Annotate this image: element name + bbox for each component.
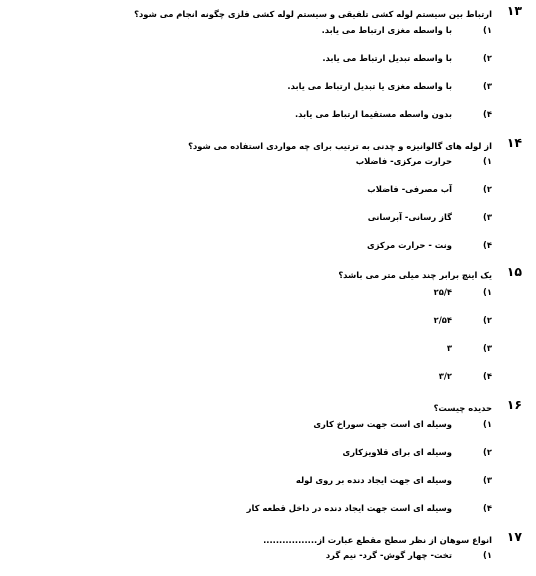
option-text: ۳	[446, 343, 452, 353]
option-number: ۴)	[483, 109, 492, 119]
option-number: ۱)	[483, 287, 492, 297]
option-text: حرارت مرکزی- فاضلاب	[355, 156, 452, 166]
question-number: ۱۷	[506, 529, 522, 544]
option-text: بدون واسطه مستقیما ارتباط می یابد.	[294, 109, 452, 119]
option-number: ۱)	[483, 156, 492, 166]
question-number: ۱۶	[506, 397, 522, 412]
option-text: ۳/۲	[438, 371, 452, 381]
question-text: از لوله های گالوانیزه و چدنی به ترتیب برای چه مواردی استفاده می شود؟	[188, 141, 492, 151]
option-number: ۴)	[483, 240, 492, 250]
question-number: ۱۴	[506, 135, 522, 150]
question-number: ۱۵	[506, 264, 522, 279]
question-number: ۱۳	[506, 3, 522, 18]
option-text: وسیله ای است جهت سوراخ کاری	[313, 419, 452, 429]
option-text: تخت- چهار گوش- گرد- نیم گرد	[325, 550, 452, 560]
option-text: وسیله ای جهت ایجاد دنده بر روی لوله	[295, 475, 452, 485]
option-number: ۴)	[483, 503, 492, 513]
question-text: انواع سوهان از نظر سطح مقطع عبارت از.................	[263, 535, 492, 545]
option-number: ۲)	[483, 447, 492, 457]
option-number: ۱)	[483, 550, 492, 560]
option-text: ۲/۵۴	[433, 315, 452, 325]
option-text: با واسطه مغزی یا تبدیل ارتباط می یابد.	[287, 81, 452, 91]
option-text: وسیله ای برای قلاویزکاری	[342, 447, 452, 457]
option-number: ۲)	[483, 184, 492, 194]
option-text: ۲۵/۴	[433, 287, 452, 297]
option-text: آب مصرفی- فاضلاب	[367, 184, 452, 194]
option-number: ۳)	[483, 81, 492, 91]
option-text: گاز رسانی- آبرسانی	[367, 212, 452, 222]
option-number: ۴)	[483, 371, 492, 381]
option-number: ۱)	[483, 419, 492, 429]
option-text: با واسطه تبدیل ارتباط می یابد.	[322, 53, 452, 63]
question-text: حدیده چیست؟	[433, 403, 492, 413]
option-number: ۲)	[483, 53, 492, 63]
question-text: یک اینچ برابر چند میلی متر می باشد؟	[338, 270, 492, 280]
option-number: ۲)	[483, 315, 492, 325]
question-text: ارتباط بین سیستم لوله کشی تلفیقی و سیستم لوله کشی فلزی چگونه انجام می شود؟	[134, 9, 492, 19]
option-number: ۱)	[483, 25, 492, 35]
option-number: ۳)	[483, 212, 492, 222]
option-number: ۳)	[483, 343, 492, 353]
option-text: ونت - حرارت مرکزی	[367, 240, 452, 250]
option-text: وسیله ای است جهت ایجاد دنده در داخل قطعه کار	[246, 503, 452, 513]
option-number: ۳)	[483, 475, 492, 485]
option-text: با واسطه مغزی ارتباط می یابد.	[321, 25, 452, 35]
